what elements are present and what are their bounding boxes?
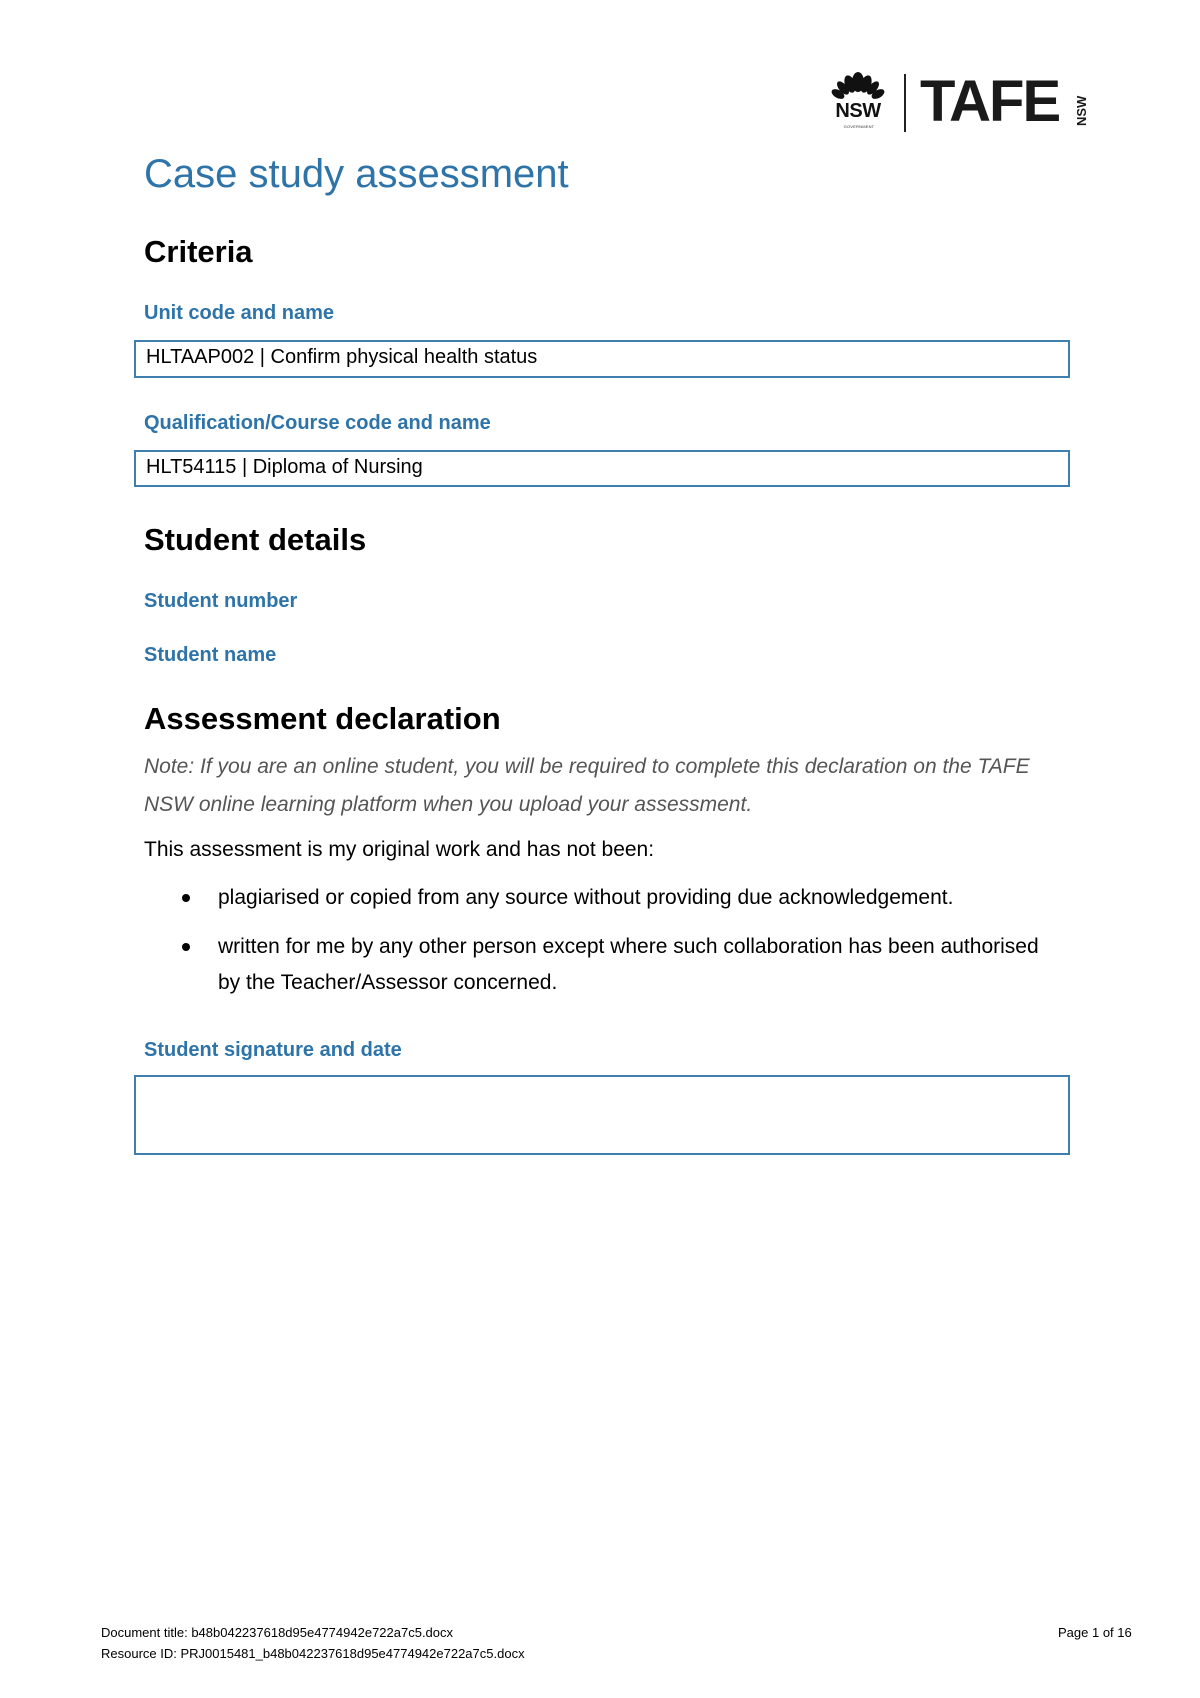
student-name-label: Student name (144, 644, 277, 666)
list-item (144, 929, 1044, 1001)
list-item-text: written for me by any other person except where such collaboration has been authorised by the Teacher/Assessor concerned. (218, 935, 1039, 994)
footer-resource-id: Resource ID: PRJ0015481_b48b042237618d95e4774942e722a7c5.docx (101, 1646, 525, 1661)
waratah-icon (828, 66, 888, 102)
unit-field[interactable]: HLTAAP002 | Confirm physical health status (134, 340, 1070, 378)
tafe-nsw-logo-text: NSW (1074, 95, 1089, 126)
qualification-field[interactable]: HLT54115 | Diploma of Nursing (134, 450, 1070, 487)
nsw-logo-text: NSW (835, 100, 881, 122)
tafe-logo-text: TAFE (920, 69, 1060, 134)
declaration-bullet-list (144, 880, 1044, 1014)
unit-label: Unit code and name (144, 302, 335, 324)
declaration-note: Note: If you are an online student, you will be required to complete this declaration on the TAFE NSW online learning platform when you upload your assessment. (144, 755, 1030, 816)
footer-page-number: Page 1 of 16 (1058, 1625, 1132, 1640)
page-title: Case study assessment (144, 152, 569, 196)
qualification-label: Qualification/Course code and name (144, 412, 491, 434)
bullet-icon (182, 943, 190, 951)
student-details-heading: Student details (144, 522, 367, 557)
government-logo-text: GOVERNMENT (843, 124, 875, 129)
footer-document-title: Document title: b48b042237618d95e4774942e722a7c5.docx (101, 1625, 454, 1640)
student-number-label: Student number (144, 590, 298, 612)
declaration-heading: Assessment declaration (144, 701, 501, 736)
tafe-nsw-logo (828, 66, 1098, 134)
bullet-icon (182, 894, 190, 902)
signature-label: Student signature and date (144, 1039, 402, 1061)
list-item-text: plagiarised or copied from any source without providing due acknowledgement. (218, 886, 954, 909)
logo-divider (904, 74, 906, 132)
signature-field[interactable] (134, 1075, 1070, 1155)
list-item (144, 880, 1044, 916)
criteria-heading: Criteria (144, 234, 253, 269)
declaration-intro: This assessment is my original work and has not been: (144, 838, 655, 861)
